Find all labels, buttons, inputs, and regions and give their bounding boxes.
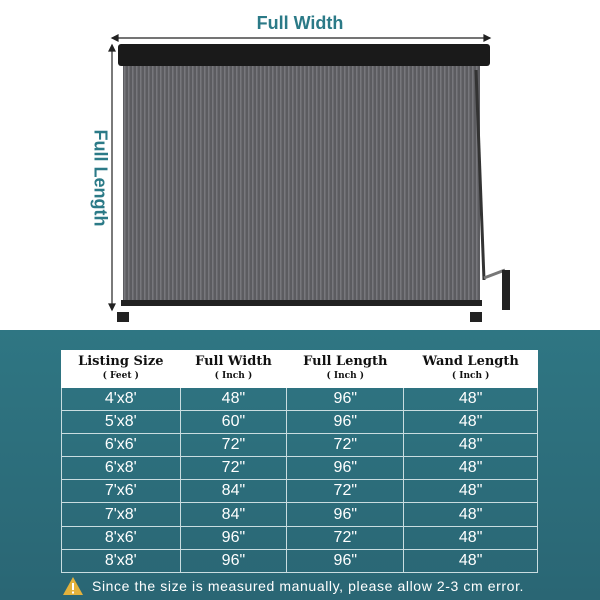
table-row xyxy=(62,434,538,457)
table-cell: 72" xyxy=(180,457,287,480)
table-cell: 8'x8' xyxy=(62,549,181,572)
column-header xyxy=(180,351,287,388)
table-cell: 84" xyxy=(180,480,287,503)
table-cell: 4'x8' xyxy=(62,388,181,411)
table-row xyxy=(62,549,538,572)
table-cell: 96" xyxy=(287,388,404,411)
size-table xyxy=(61,350,538,573)
full-width-label: Full Width xyxy=(256,13,344,33)
table-cell: 48" xyxy=(404,480,538,503)
table-cell: 48" xyxy=(404,457,538,480)
table-cell: 6'x8' xyxy=(62,457,181,480)
column-unit: ( Inch ) xyxy=(326,371,365,381)
table-cell: 48" xyxy=(404,503,538,526)
table-cell: 48" xyxy=(404,526,538,549)
column-unit: ( Inch ) xyxy=(214,371,253,381)
column-title: Full Width xyxy=(195,354,272,369)
measurement-note xyxy=(62,576,524,596)
table-header-row xyxy=(62,351,538,388)
table-cell: 48" xyxy=(404,388,538,411)
bottom-bar xyxy=(121,300,482,306)
table-row xyxy=(62,411,538,434)
table-cell: 72" xyxy=(287,526,404,549)
table-cell: 7'x6' xyxy=(62,480,181,503)
warning-icon xyxy=(62,576,84,596)
table-cell: 8'x6' xyxy=(62,526,181,549)
table-cell: 48" xyxy=(404,411,538,434)
table-cell: 48" xyxy=(404,434,538,457)
width-dimension-arrow xyxy=(112,35,490,41)
table-cell: 72" xyxy=(287,434,404,457)
shade-fabric xyxy=(123,66,480,302)
table-cell: 96" xyxy=(287,411,404,434)
column-header xyxy=(287,351,404,388)
column-title: Listing Size xyxy=(78,354,164,369)
table-cell: 96" xyxy=(180,526,287,549)
table-cell: 72" xyxy=(287,480,404,503)
table-row xyxy=(62,388,538,411)
table-cell: 96" xyxy=(180,549,287,572)
column-unit: ( Feet ) xyxy=(102,371,139,381)
table-cell: 84" xyxy=(180,503,287,526)
table-cell: 96" xyxy=(287,457,404,480)
table-cell: 96" xyxy=(287,549,404,572)
column-unit: ( Inch ) xyxy=(451,371,490,381)
table-row xyxy=(62,457,538,480)
table-row xyxy=(62,503,538,526)
table-cell: 60" xyxy=(180,411,287,434)
column-title: Full Length xyxy=(303,354,388,369)
table-row xyxy=(62,480,538,503)
table-cell: 5'x8' xyxy=(62,411,181,434)
table-cell: 96" xyxy=(287,503,404,526)
note-text: Since the size is measured manually, please allow 2-3 cm error. xyxy=(92,578,525,594)
table-cell: 48" xyxy=(404,549,538,572)
table-row xyxy=(62,526,538,549)
column-header xyxy=(62,351,181,388)
column-header xyxy=(404,351,538,388)
table-cell: 72" xyxy=(180,434,287,457)
column-title: Wand Length xyxy=(422,354,519,369)
table-cell: 7'x8' xyxy=(62,503,181,526)
table-cell: 48" xyxy=(180,388,287,411)
cassette-housing xyxy=(118,44,490,66)
table-cell: 6'x6' xyxy=(62,434,181,457)
full-length-label: Full Length xyxy=(90,129,111,227)
